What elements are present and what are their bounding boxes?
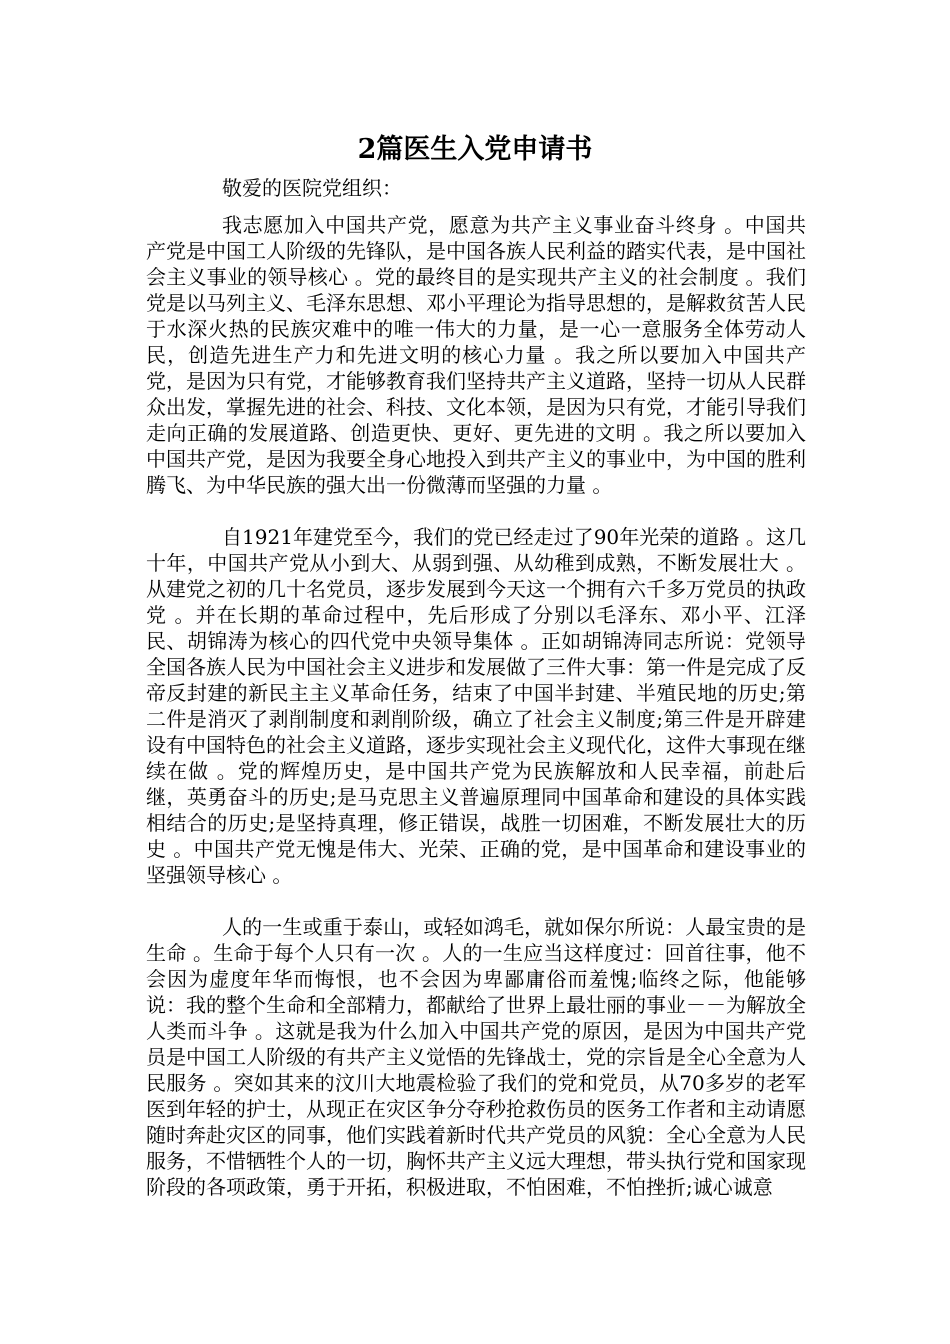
document-body: [146, 212, 806, 514]
paragraph-2: 自1921年建党至今，我们的党已经走过了90年光荣的道路 。这几十年，中国共产党从小到大、从弱到强、从幼稚到成熟，不断发展壮大 。从建党之初的几十名党员，逐步发展到今天这一个拥有六千多万党员的执政党 。并在长期的革命过程中，先后形成了分别以毛泽东、邓小平、江泽民、胡锦涛为核心的四代党中央领导集体 。正如胡锦涛同志所说：党领导全国各族人民为中国社会主义进步和发展做了三件大事：第一件是完成了反帝反封建的新民主主义革命任务，结束了中国半封建、半殖民地的历史;第二件是消灭了剥削制度和剥削阶级，确立了社会主义制度;第三件是开辟建设有中国特色的社会主义道路，逐步实现社会主义现代化，这件大事现在继续在做 。党的辉煌历史，是中国共产党为民族解放和人民幸福，前赴后继，英勇奋斗的历史;是马克思主义普遍原理同中国革命和建设的具体实践相结合的历史;是坚持真理，修正错误，战胜一切困难，不断发展壮大的历史 。中国共产党无愧是伟大、光荣、正确的党，是中国革命和建设事业的坚强领导核心 。: [146, 525, 806, 887]
document-body-2: [146, 524, 806, 904]
document-title: 2篇医生入党申请书: [357, 134, 593, 165]
document-body-3: [146, 914, 806, 1216]
paragraph-1: 我志愿加入中国共产党，愿意为共产主义事业奋斗终身 。中国共产党是中国工人阶级的先锋队，是中国各族人民利益的踏实代表，是中国社会主义事业的领导核心 。党的最终目的是实现共产主义的社会制度 。我们党是以马列主义、毛泽东思想、邓小平理论为指导思想的，是解救贫苦人民于水深火热的民族灾难中的唯一伟大的力量，是一心一意服务全体劳动人民，创造先进生产力和先进文明的核心力量 。我之所以要加入中国共产党，是因为只有党，才能够教育我们坚持共产主义道路，坚持一切从人民群众出发，掌握先进的社会、科技、文化本领，是因为只有党，才能引导我们走向正确的发展道路、创造更快、更好、更先进的文明 。我之所以要加入中国共产党，是因为我要全身心地投入到共产主义的事业中，为中国的胜利腾飞、为中华民族的强大出一份微薄而坚强的力量 。: [146, 213, 806, 497]
paragraph-3: 人的一生或重于泰山，或轻如鸿毛，就如保尔所说：人最宝贵的是生命 。生命于每个人只有一次 。人的一生应当这样度过：回首往事，他不会因为虚度年华而悔恨，也不会因为卑鄙庸俗而羞愧;临终之际，他能够说：我的整个生命和全部精力，都献给了世界上最壮丽的事业－－为解放全人类而斗争 。这就是我为什么加入中国共产党的原因，是因为中国共产党员是中国工人阶级的有共产主义觉悟的先锋战士，党的宗旨是全心全意为人民服务 。突如其来的汶川大地震检验了我们的党和党员，从70多岁的老军医到年轻的护士，从现正在灾区争分夺秒抢救伤员的医务工作者和主动请愿随时奔赴灾区的同事，他们实践着新时代共产党员的风貌：全心全意为人民服务，不惜牺牲个人的一切，胸怀共产主义远大理想，带头执行党和国家现阶段的各项政策，勇于开拓，积极进取，不怕困难，不怕挫折;诚心诚意: [146, 915, 806, 1199]
salutation: 敬爱的医院党组织：: [222, 176, 402, 200]
